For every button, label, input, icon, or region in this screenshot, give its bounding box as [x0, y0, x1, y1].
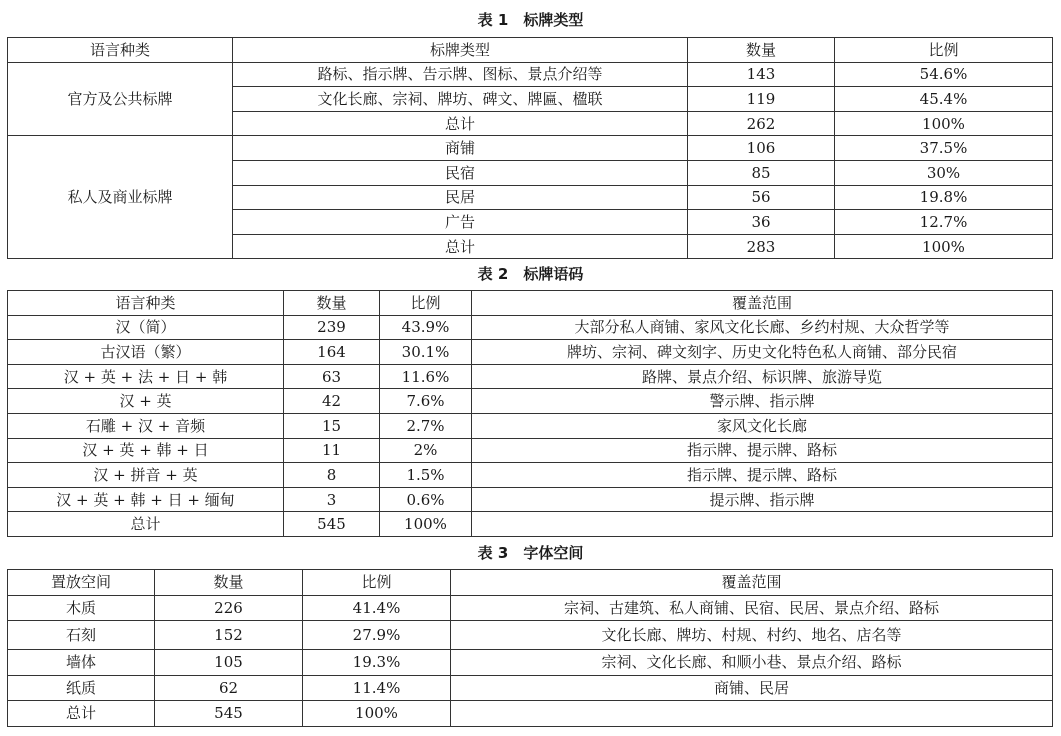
table1-cell-type: 文化长廊、宗祠、牌坊、碑文、牌匾、楹联 [233, 87, 688, 112]
table2-header-ratio: 比例 [380, 291, 472, 316]
table2-header-scope: 覆盖范围 [472, 291, 1053, 316]
table3-cell-ratio: 27.9% [303, 621, 451, 650]
table2-cell-lang: 汉（简） [8, 315, 284, 340]
table1-sign-types [7, 37, 1053, 259]
table1-cell-count: 143 [688, 62, 835, 87]
table2-cell-scope: 指示牌、提示牌、路标 [472, 438, 1053, 463]
table3-cell-scope: 宗祠、古建筑、私人商铺、民宿、民居、景点介绍、路标 [451, 595, 1053, 621]
table1-cell-type: 民居 [233, 185, 688, 210]
table3-font-space [7, 569, 1053, 727]
table-row [8, 701, 1053, 727]
table3-cell-count: 62 [155, 675, 303, 701]
table3-cell-count: 226 [155, 595, 303, 621]
table2-header-lang: 语言种类 [8, 291, 284, 316]
table2-cell-lang: 汉 + 英 + 韩 + 日 + 缅甸 [8, 487, 284, 512]
table1-cell-ratio: 100% [835, 234, 1053, 259]
table1-cell-type: 总计 [233, 234, 688, 259]
table3-cell-scope: 商铺、民居 [451, 675, 1053, 701]
table-row [8, 675, 1053, 701]
table1-cell-ratio: 19.8% [835, 185, 1053, 210]
table2-header-row [8, 291, 1053, 316]
table3-header-scope: 覆盖范围 [451, 570, 1053, 596]
table2-cell-count: 3 [284, 487, 380, 512]
table-row [8, 136, 1053, 161]
table1-cell-ratio: 30% [835, 160, 1053, 185]
table1-cell-count: 283 [688, 234, 835, 259]
table1-header-type: 标牌类型 [233, 38, 688, 63]
table3-cell-scope: 宗祠、文化长廊、和顺小巷、景点介绍、路标 [451, 650, 1053, 676]
table2-cell-ratio: 100% [380, 512, 472, 537]
table2-cell-ratio: 0.6% [380, 487, 472, 512]
table3-caption: 表 3 字体空间 [477, 544, 584, 562]
table1-cell-ratio: 54.6% [835, 62, 1053, 87]
table1-cell-ratio: 12.7% [835, 210, 1053, 235]
table-row [8, 438, 1053, 463]
table3-cell-space: 纸质 [8, 675, 155, 701]
table2-cell-lang: 汉 + 拼音 + 英 [8, 463, 284, 488]
table1-cell-count: 106 [688, 136, 835, 161]
table-row [8, 463, 1053, 488]
table3-cell-ratio: 100% [303, 701, 451, 727]
table-row [8, 487, 1053, 512]
table2-cell-scope: 家风文化长廊 [472, 413, 1053, 438]
table3-cell-ratio: 41.4% [303, 595, 451, 621]
table2-cell-count: 42 [284, 389, 380, 414]
table1-header-row [8, 38, 1053, 63]
table2-cell-lang: 汉 + 英 + 法 + 日 + 韩 [8, 364, 284, 389]
table3-cell-space: 总计 [8, 701, 155, 727]
table-row [8, 340, 1053, 365]
table1-header-count: 数量 [688, 38, 835, 63]
table1-cell-count: 56 [688, 185, 835, 210]
table2-cell-scope [472, 512, 1053, 537]
table1-cell-type: 路标、指示牌、告示牌、图标、景点介绍等 [233, 62, 688, 87]
table-row [8, 315, 1053, 340]
table2-caption: 表 2 标牌语码 [477, 265, 584, 283]
table2-cell-scope: 牌坊、宗祠、碑文刻字、历史文化特色私人商铺、部分民宿 [472, 340, 1053, 365]
table3-cell-ratio: 11.4% [303, 675, 451, 701]
table2-cell-count: 239 [284, 315, 380, 340]
table-row [8, 512, 1053, 537]
table-row [8, 62, 1053, 87]
table3-cell-count: 152 [155, 621, 303, 650]
table1-group-private: 私人及商业标牌 [8, 136, 233, 259]
table3-cell-count: 545 [155, 701, 303, 727]
table2-cell-lang: 汉 + 英 [8, 389, 284, 414]
table3-header-space: 置放空间 [8, 570, 155, 596]
table-row [8, 595, 1053, 621]
table1-cell-ratio: 37.5% [835, 136, 1053, 161]
table-row [8, 621, 1053, 650]
table2-cell-ratio: 7.6% [380, 389, 472, 414]
table2-cell-lang: 石雕 + 汉 + 音频 [8, 413, 284, 438]
table1-cell-count: 119 [688, 87, 835, 112]
table3-cell-scope [451, 701, 1053, 727]
table1-group-official: 官方及公共标牌 [8, 62, 233, 136]
table2-cell-lang: 总计 [8, 512, 284, 537]
table3-header-count: 数量 [155, 570, 303, 596]
table2-cell-count: 545 [284, 512, 380, 537]
table-row [8, 389, 1053, 414]
table2-cell-ratio: 2.7% [380, 413, 472, 438]
table2-cell-count: 164 [284, 340, 380, 365]
table2-cell-ratio: 2% [380, 438, 472, 463]
table1-cell-count: 36 [688, 210, 835, 235]
table3-cell-scope: 文化长廊、牌坊、村规、村约、地名、店名等 [451, 621, 1053, 650]
table2-header-count: 数量 [284, 291, 380, 316]
table2-sign-languages [7, 290, 1053, 537]
table1-cell-type: 民宿 [233, 160, 688, 185]
table1-cell-type: 总计 [233, 111, 688, 136]
table2-cell-ratio: 43.9% [380, 315, 472, 340]
table2-cell-lang: 古汉语（繁） [8, 340, 284, 365]
table3-cell-ratio: 19.3% [303, 650, 451, 676]
table3-cell-count: 105 [155, 650, 303, 676]
table2-cell-ratio: 30.1% [380, 340, 472, 365]
table2-cell-ratio: 11.6% [380, 364, 472, 389]
table1-header-ratio: 比例 [835, 38, 1053, 63]
table3-header-row [8, 570, 1053, 596]
table3-cell-space: 木质 [8, 595, 155, 621]
table-row [8, 413, 1053, 438]
table3-cell-space: 墙体 [8, 650, 155, 676]
table1-cell-ratio: 100% [835, 111, 1053, 136]
table1-cell-ratio: 45.4% [835, 87, 1053, 112]
table3-cell-space: 石刻 [8, 621, 155, 650]
table2-cell-count: 11 [284, 438, 380, 463]
table2-cell-lang: 汉 + 英 + 韩 + 日 [8, 438, 284, 463]
table2-cell-scope: 提示牌、指示牌 [472, 487, 1053, 512]
table-row [8, 364, 1053, 389]
table2-cell-scope: 指示牌、提示牌、路标 [472, 463, 1053, 488]
table2-cell-scope: 路牌、景点介绍、标识牌、旅游导览 [472, 364, 1053, 389]
table-row [8, 650, 1053, 676]
table2-cell-count: 15 [284, 413, 380, 438]
table1-cell-count: 85 [688, 160, 835, 185]
table1-cell-type: 广告 [233, 210, 688, 235]
table2-cell-count: 8 [284, 463, 380, 488]
table1-caption: 表 1 标牌类型 [477, 11, 584, 29]
table1-header-lang: 语言种类 [8, 38, 233, 63]
table1-cell-type: 商铺 [233, 136, 688, 161]
table3-header-ratio: 比例 [303, 570, 451, 596]
table2-cell-count: 63 [284, 364, 380, 389]
table2-cell-scope: 大部分私人商铺、家风文化长廊、乡约村规、大众哲学等 [472, 315, 1053, 340]
table1-cell-count: 262 [688, 111, 835, 136]
table2-cell-scope: 警示牌、指示牌 [472, 389, 1053, 414]
table2-cell-ratio: 1.5% [380, 463, 472, 488]
